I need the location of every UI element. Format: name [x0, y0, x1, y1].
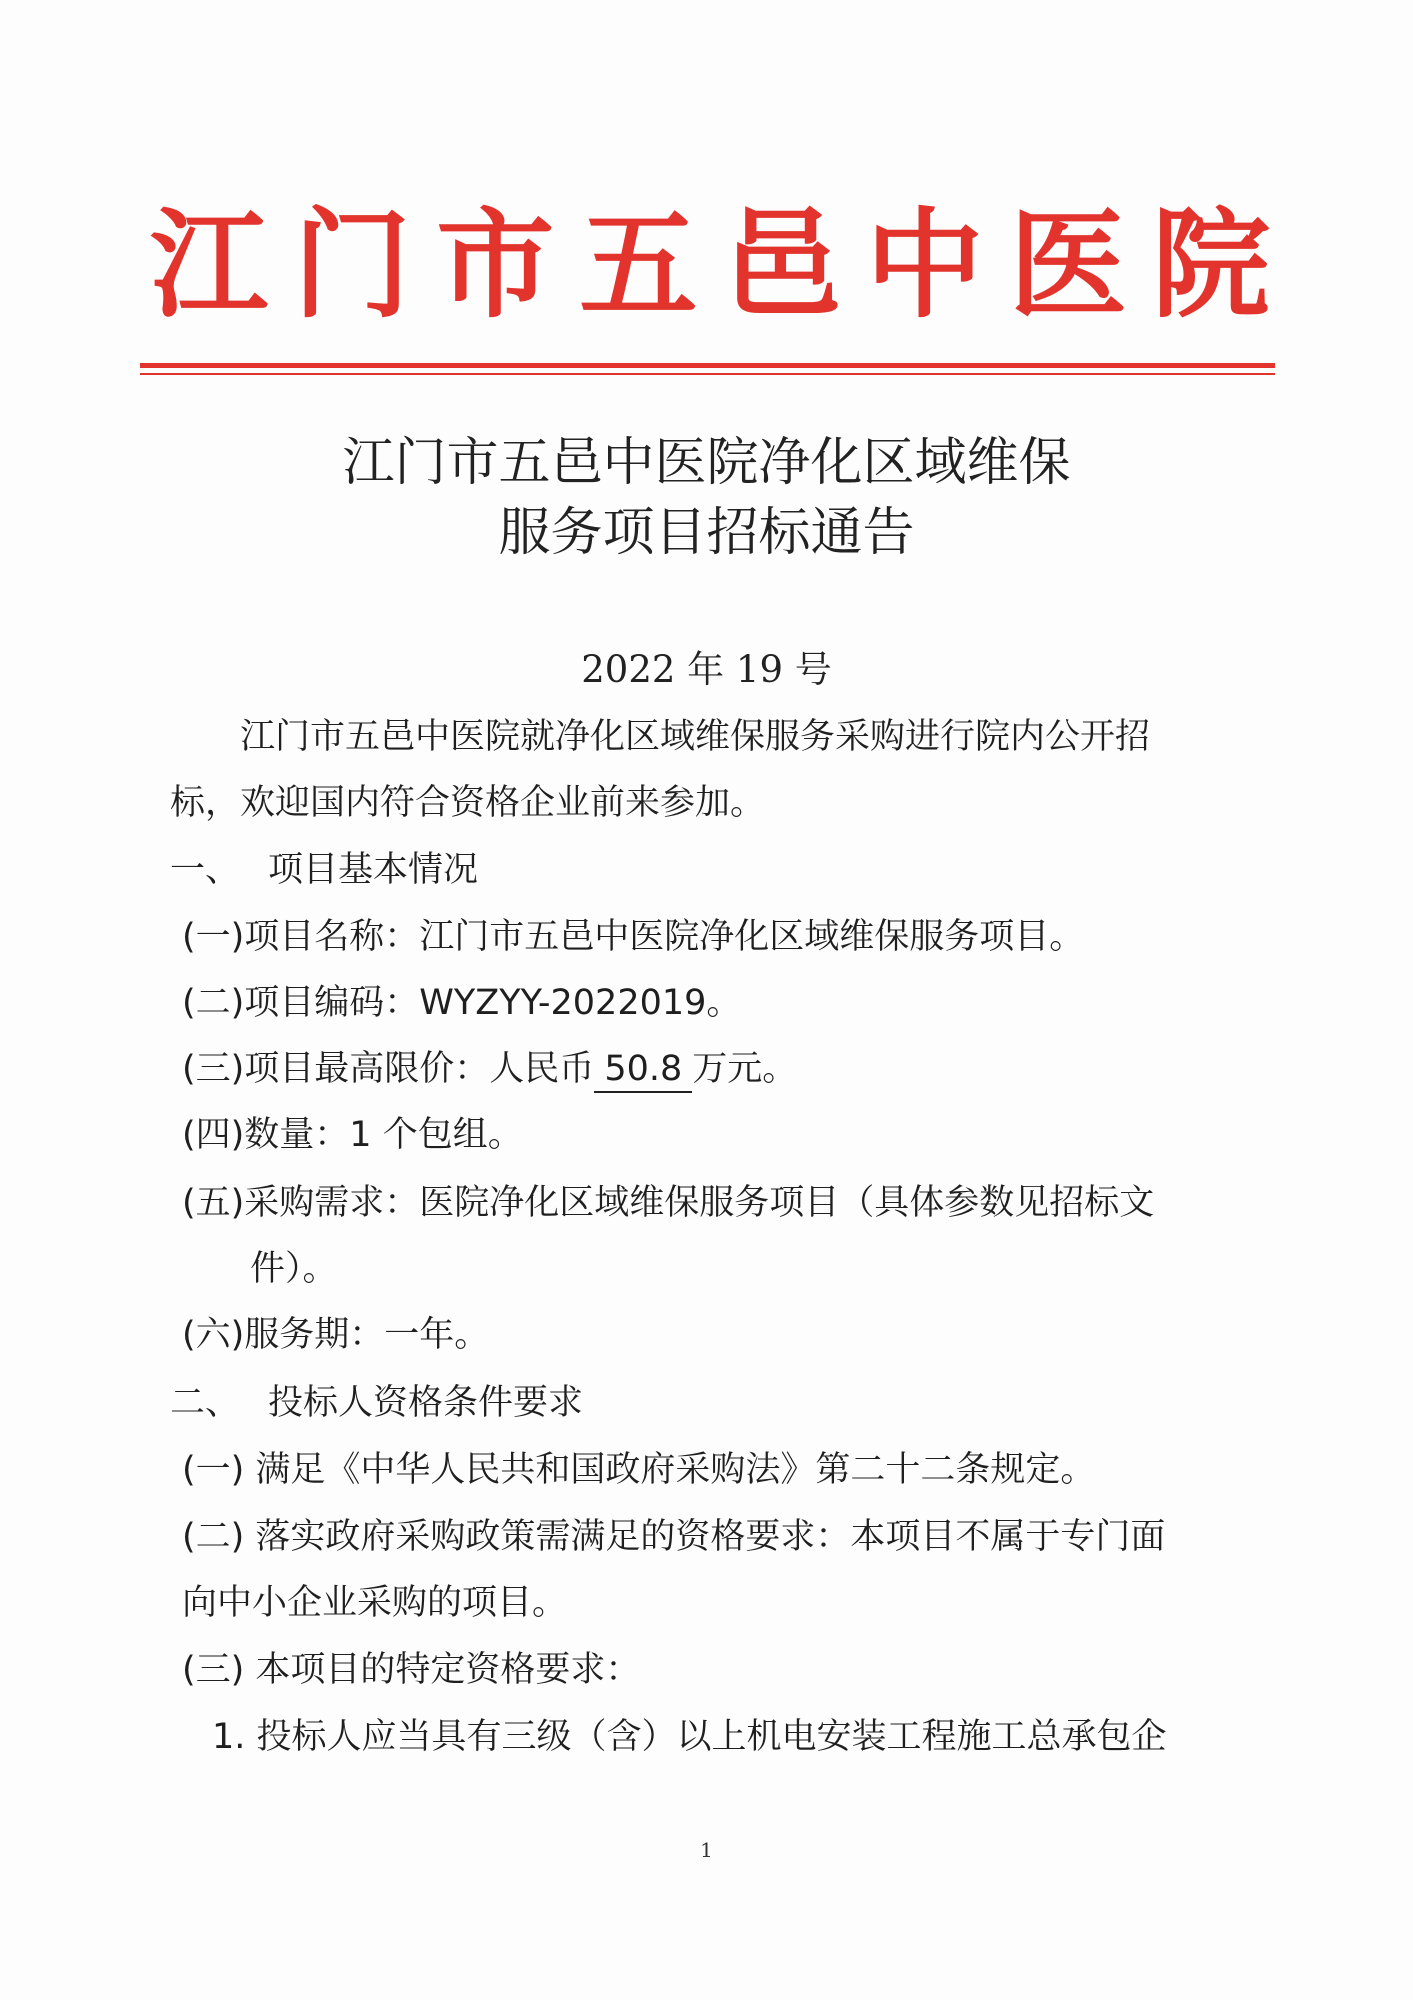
item-max-price — [182, 1044, 797, 1094]
intro-text-1: 江门市五邑中医院就净化区域维保服务采购进行院内公开招 — [240, 717, 1151, 757]
document-title-line-2: 服务项目招标通告 — [498, 503, 915, 563]
page-number: 1 — [700, 1838, 713, 1862]
item-max-price-suffix: 万元。 — [692, 1049, 798, 1089]
item-service-period: (六)服务期：一年。 — [182, 1315, 490, 1355]
letterhead-char: 医 — [1008, 195, 1127, 334]
letterhead-rule-thin — [140, 373, 1275, 375]
item-specific-requirement-1: 1. 投标人应当具有三级（含）以上机电安装工程施工总承包企 — [212, 1717, 1167, 1757]
item-procurement-law: (一) 满足《中华人民共和国政府采购法》第二十二条规定。 — [182, 1450, 1096, 1490]
item-project-code: (二)项目编码：WYZYY-2022019。 — [182, 983, 742, 1023]
item-requirement-line-1: (五)采购需求：医院净化区域维保服务项目（具体参数见招标文 — [182, 1183, 1155, 1223]
letterhead-char: 江 — [150, 195, 269, 334]
item-max-price-value: 50.8 — [594, 1047, 692, 1093]
letterhead-char: 院 — [1151, 195, 1270, 334]
item-quantity: (四)数量：1 个包组。 — [182, 1115, 523, 1155]
document-number: 2022 年 19 号 — [581, 648, 832, 691]
item-project-name: (一)项目名称：江门市五邑中医院净化区域维保服务项目。 — [182, 917, 1085, 957]
item-policy-line-2: 向中小企业采购的项目。 — [182, 1583, 568, 1623]
section-1-heading — [170, 845, 478, 895]
letterhead-char: 五 — [579, 195, 698, 334]
intro-paragraph-line-1 — [240, 712, 1248, 762]
section-1-number: 一、 — [170, 850, 241, 890]
section-2-number: 二、 — [170, 1383, 241, 1423]
letterhead-char: 门 — [293, 195, 412, 334]
section-2-title: 投标人资格条件要求 — [268, 1383, 584, 1423]
letterhead-title — [150, 195, 1270, 335]
letterhead-char: 邑 — [722, 195, 841, 334]
intro-paragraph-line-2: 标，欢迎国内符合资格企业前来参加。 — [170, 783, 766, 823]
letterhead-char: 市 — [436, 195, 555, 334]
item-max-price-prefix: (三)项目最高限价：人民币 — [182, 1049, 595, 1089]
letterhead-rule-thick — [140, 363, 1275, 368]
section-1-title: 项目基本情况 — [268, 850, 479, 890]
letterhead-char: 中 — [865, 195, 984, 334]
item-specific-requirements: (三) 本项目的特定资格要求： — [182, 1650, 641, 1690]
document-title-line-1: 江门市五邑中医院净化区域维保 — [342, 433, 1071, 493]
item-requirement-line-2: 件）。 — [250, 1249, 338, 1289]
item-policy-line-1: (二) 落实政府采购政策需满足的资格要求：本项目不属于专门面 — [182, 1517, 1166, 1557]
section-2-heading — [170, 1378, 583, 1428]
